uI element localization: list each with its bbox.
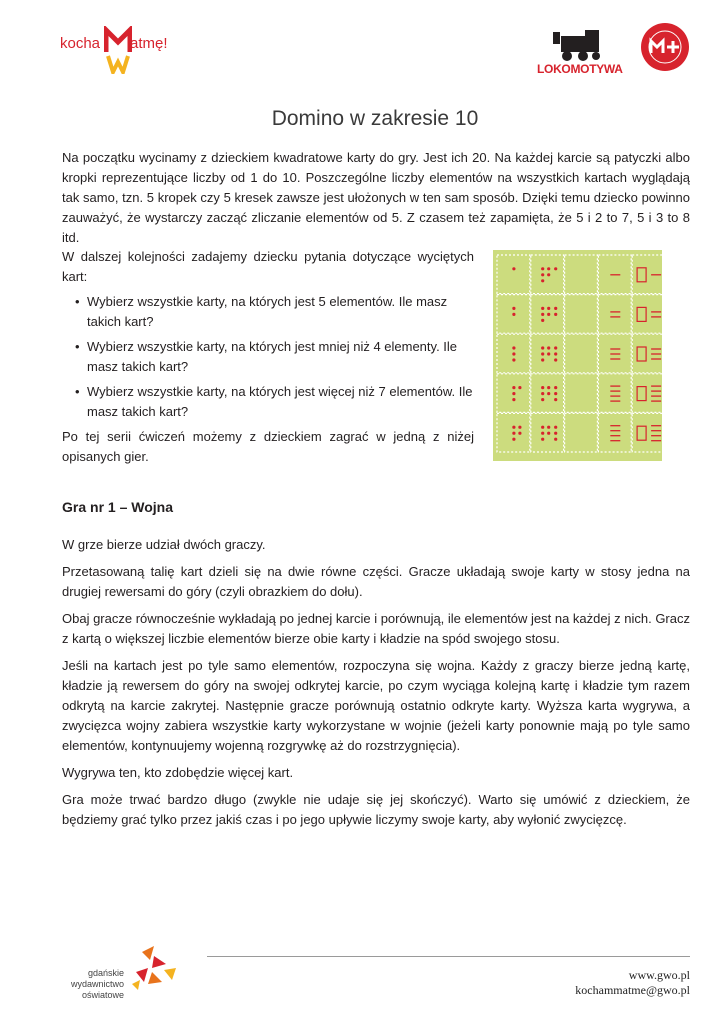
card-outline — [598, 295, 631, 334]
card-outline — [598, 374, 631, 413]
card-dot — [554, 267, 557, 270]
card-dot — [547, 432, 550, 435]
questions-list — [62, 292, 474, 422]
card-dot — [512, 398, 515, 401]
card-dot — [512, 358, 515, 361]
section-heading: Gra nr 1 – Wojna — [62, 499, 173, 515]
card-stick-box — [637, 268, 646, 282]
card-dot — [512, 392, 515, 395]
card-dot — [518, 426, 521, 429]
card-dot — [541, 313, 544, 316]
card-dot — [541, 346, 544, 349]
card-outline — [497, 255, 530, 294]
logo-kocham-matme — [60, 26, 180, 76]
bullet-icon: • — [75, 339, 80, 354]
logo-text-before: kocha — [60, 35, 101, 52]
card-outline — [565, 255, 598, 294]
card-dot — [541, 307, 544, 310]
card-dot — [554, 398, 557, 401]
card-dot — [547, 386, 550, 389]
card-dot — [547, 273, 550, 276]
card-dot — [541, 392, 544, 395]
logo-lokomotywa — [537, 28, 631, 76]
card-dot — [547, 426, 550, 429]
domino-cards-image — [493, 250, 662, 461]
card-dot — [554, 438, 557, 441]
card-stick-box — [637, 426, 646, 440]
card-outline — [598, 413, 631, 452]
footer-divider — [207, 956, 690, 957]
card-dot — [554, 352, 557, 355]
intro-paragraph — [62, 148, 690, 248]
card-outline — [565, 374, 598, 413]
page-title: Domino w zakresie 10 — [271, 107, 479, 130]
card-dot — [541, 426, 544, 429]
card-dot — [518, 386, 521, 389]
card-dot — [541, 267, 544, 270]
card-dot — [512, 307, 515, 310]
card-dot — [541, 319, 544, 322]
card-dot — [512, 352, 515, 355]
rules-paragraph: Przetasowaną talię kart dzieli się na dwie równe części. Gracze układają swoje karty w stosy jedna na drugiej rewersami do góry (czyli obrazkiem do dołu). — [62, 564, 690, 599]
question-text: Wybierz wszystkie karty, na których jest mniej niż 4 elementy. Ile masz takich kart? — [87, 339, 458, 374]
card-dot — [554, 358, 557, 361]
card-dot — [541, 432, 544, 435]
card-dot — [541, 438, 544, 441]
card-dot — [541, 273, 544, 276]
card-dot — [512, 267, 515, 270]
game-rules — [62, 535, 690, 837]
footer-links — [520, 968, 690, 998]
card-outline — [565, 334, 598, 373]
card-dot — [554, 313, 557, 316]
card-dot — [518, 432, 521, 435]
questions-closing: Po tej serii ćwiczeń możemy z dzieckiem zagrać w jedną z niżej opisanych gier. — [62, 429, 474, 464]
website-link[interactable]: www.gwo.pl — [628, 968, 690, 982]
card-stick-box — [637, 347, 646, 361]
card-dot — [541, 398, 544, 401]
card-dot — [547, 307, 550, 310]
intro-text: Na początku wycinamy z dzieckiem kwadratowe karty do gry. Jest ich 20. Na każdej karcie są patyczki albo kropki reprezentujące liczby od 1 do 10. Poszczególne liczby elementów na wszystkich kartach wyglądają tak samo, tzn. 5 kropek czy 5 kresek zawsze jest ułożonych w ten sam sposób. Dzięki temu dziecko powinno zauważyć, że wystarczy zacząć zliczanie elementów od 5. Z czasem też zapamięta, że 5 i 2 to 7, 5 i 3 to 8 itd. — [62, 150, 690, 245]
card-dot — [547, 346, 550, 349]
card-dot — [512, 313, 515, 316]
card-dot — [512, 346, 515, 349]
questions-lead: W dalszej kolejności zadajemy dziecku pytania dotyczące wyciętych kart: — [62, 249, 474, 284]
card-stick-box — [637, 387, 646, 401]
rules-paragraph: W grze bierze udział dwóch graczy. — [62, 537, 266, 552]
questions-block — [62, 247, 474, 467]
card-dot — [554, 426, 557, 429]
card-dot — [541, 352, 544, 355]
card-dot — [554, 386, 557, 389]
card-dot — [554, 307, 557, 310]
logo-m-w-icon — [104, 26, 132, 74]
card-dot — [554, 432, 557, 435]
card-dot — [547, 313, 550, 316]
card-dot — [541, 279, 544, 282]
rules-paragraph: Wygrywa ten, kto zdobędzie więcej kart. — [62, 765, 294, 780]
publisher-name: gdańskie wydawnictwo oświatowe — [70, 968, 124, 1000]
card-outline — [565, 295, 598, 334]
domino-cards-grid — [493, 250, 662, 461]
card-dot — [512, 386, 515, 389]
card-dot — [547, 267, 550, 270]
bullet-icon: • — [75, 294, 80, 309]
question-item — [62, 337, 474, 377]
question-text: Wybierz wszystkie karty, na których jest 5 elementów. Ile masz takich kart? — [87, 294, 448, 329]
card-dot — [541, 386, 544, 389]
logo-lokomotywa-label: LOKOMOTYWA — [537, 62, 623, 76]
card-dot — [554, 392, 557, 395]
gwo-logo-icon — [128, 942, 182, 992]
card-dot — [547, 352, 550, 355]
rules-paragraph: Obaj gracze równocześnie wykładają po jednej karcie i porównują, ile elementów jest na każdej z nich. Gracz z kartą o większej liczbie elementów bierze obie karty i kładzie na spód swojego stosu. — [62, 611, 690, 646]
rules-paragraph: Gra może trwać bardzo długo (zwykle nie udaje się jej skończyć). Warto się umówić z dzieckiem, że będziemy grać tylko przez jakiś czas i po jego upływie liczymy swoje karty, aby wyłonić zwycięzcę. — [62, 792, 690, 827]
m-plus-badge-icon — [640, 22, 690, 72]
logo-text-after: atmę! — [130, 35, 168, 52]
locomotive-icon — [543, 28, 607, 64]
question-item — [62, 382, 474, 422]
rules-paragraph: Jeśli na kartach jest po tyle samo elementów, rozpoczyna się wojna. Każdy z graczy bierze jedną kartę, kładzie ją rewersem do góry na swojej odkrytej karcie, po czym wyciąga kolejną kartę i kładzie tym razem odkrytą na karcie zakrytej. Następnie gracze porównują ostatnio odkryte karty. Wyższa karta wygrywa, a zwycięzca wojny zabiera wszystkie karty wykorzystane w wojnie (jeżeli karty ponownie mają po tyle samo elementów, kontynuujemy wojenną rozgrywkę aż do rozstrzygnięcia). — [62, 658, 690, 753]
card-dot — [547, 392, 550, 395]
email-link[interactable]: kochammatme@gwo.pl — [575, 983, 690, 997]
card-outline — [565, 413, 598, 452]
card-dot — [512, 432, 515, 435]
question-item — [62, 292, 474, 332]
card-dot — [512, 438, 515, 441]
card-dot — [554, 346, 557, 349]
card-stick-box — [637, 307, 646, 321]
card-dot — [512, 426, 515, 429]
bullet-icon: • — [75, 384, 80, 399]
card-dot — [541, 358, 544, 361]
logo-matematyka-z-plusem — [640, 22, 690, 72]
question-text: Wybierz wszystkie karty, na których jest więcej niż 7 elementów. Ile masz takich kart? — [87, 384, 473, 419]
